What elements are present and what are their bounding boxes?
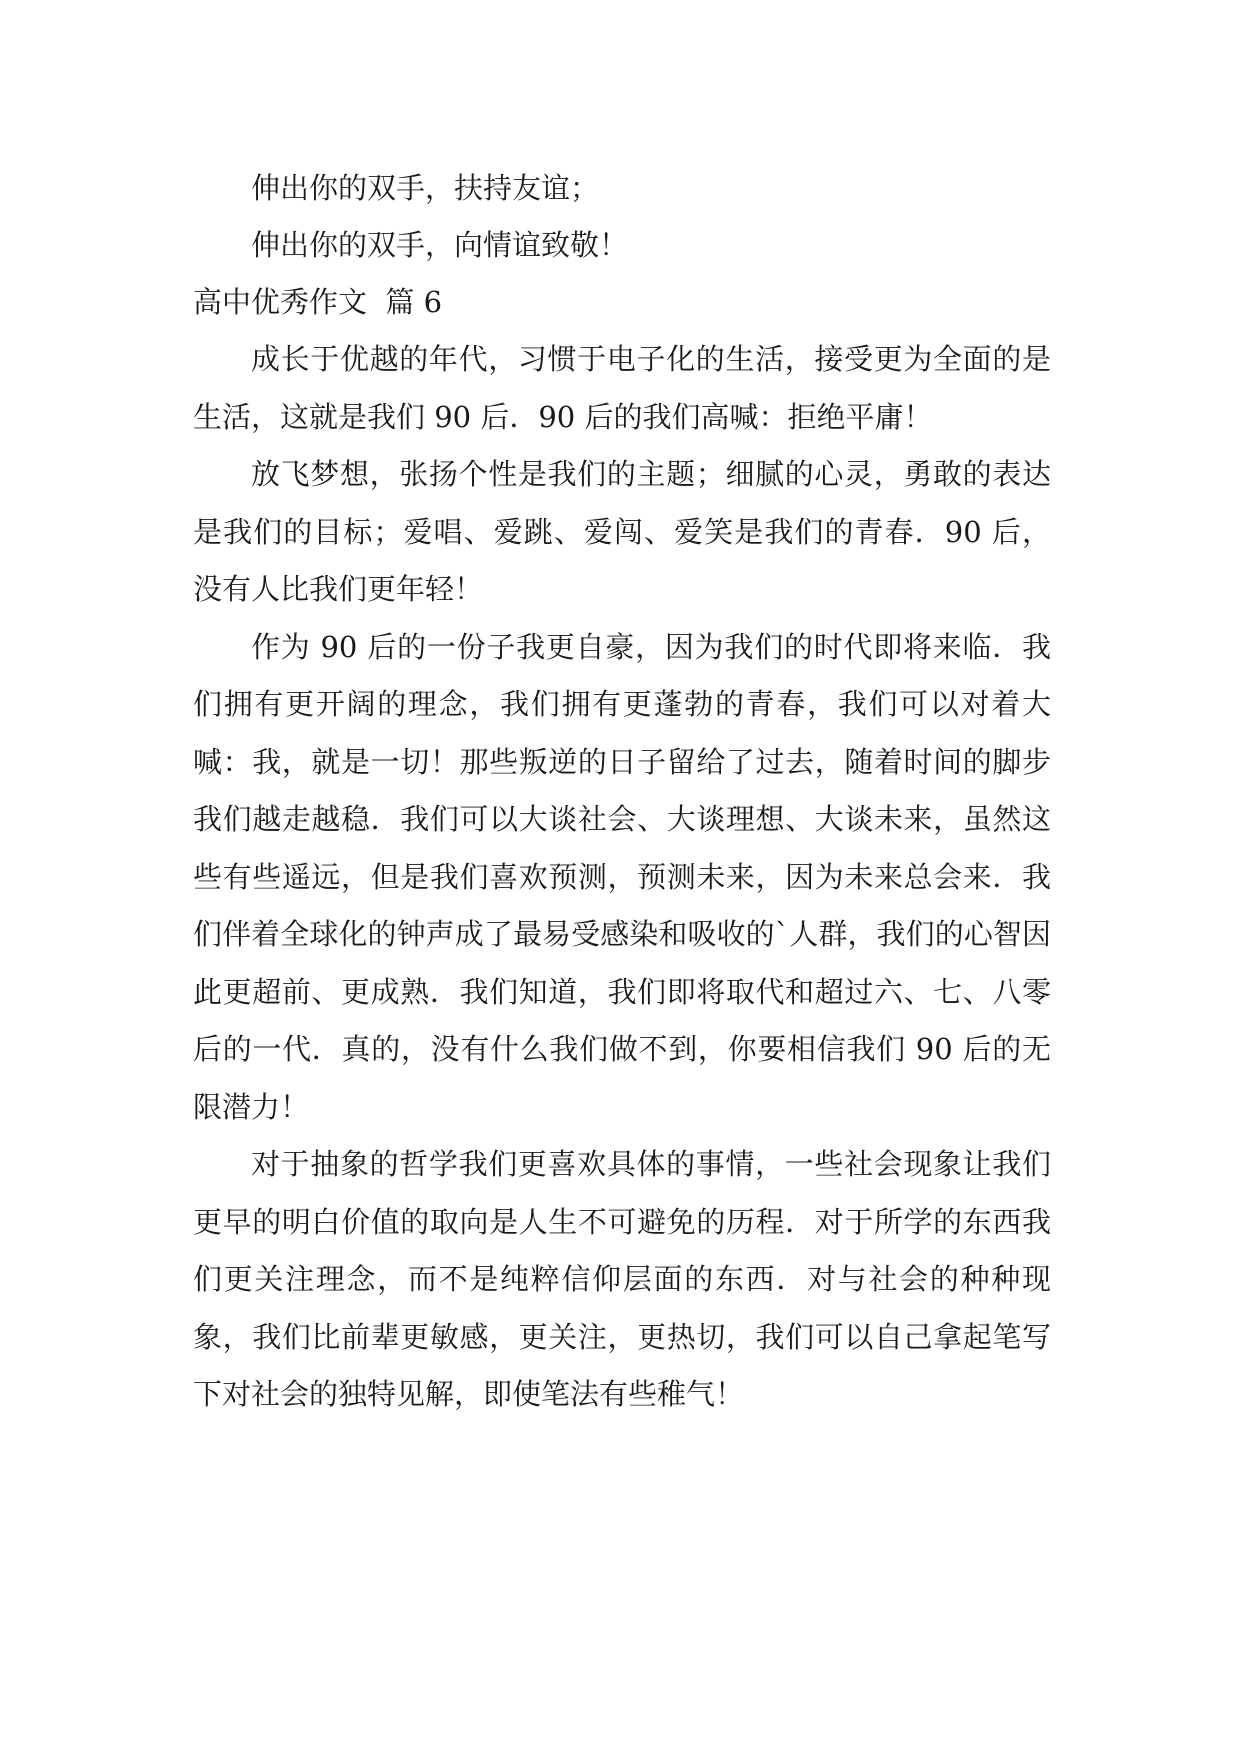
document-page: [193, 160, 1051, 1424]
intro-line: 伸出你的双手，扶持友谊；: [251, 171, 600, 205]
paragraph: 作为 90 后的一份子我更自豪，因为我们的时代即将来临．我们拥有更开阔的理念，我们拥有更蓬勃的青春，我们可以对着大喊：我，就是一切！那些叛逆的日子留给了过去，随着时间的脚步我们越走越稳．我们可以大谈社会、大谈理想、大谈未来，虽然这些有些遥远，但是我们喜欢预测，预测未来，因为未来总会来．我们伴着全球化的钟声成了最易受感染和吸收的`人群，我们的心智因此更超前、更成熟．我们知道，我们即将取代和超过六、七、八零后的一代．真的，没有什么我们做不到，你要相信我们 90 后的无限潜力！: [193, 629, 1051, 1124]
paragraph: 对于抽象的哲学我们更喜欢具体的事情，一些社会现象让我们更早的明白价值的取向是人生不可避免的历程．对于所学的东西我们更关注理念，而不是纯粹信仰层面的东西．对与社会的种种现象，我们比前辈更敏感，更关注，更热切，我们可以自己拿起笔写下对社会的独特见解，即使笔法有些稚气！: [193, 1147, 1051, 1411]
paragraph: 成长于优越的年代，习惯于电子化的生活，接受更为全面的是生活，这就是我们 90 后．90 后的我们高喊：拒绝平庸！: [193, 342, 1051, 434]
intro-line: 伸出你的双手，向情谊致敬！: [251, 228, 629, 262]
section-title: 高中优秀作文 篇 6: [193, 285, 443, 319]
paragraph: 放飞梦想，张扬个性是我们的主题；细腻的心灵，勇敢的表达是我们的目标；爱唱、爱跳、爱闯、爱笑是我们的青春．90 后，没有人比我们更年轻！: [193, 457, 1051, 606]
